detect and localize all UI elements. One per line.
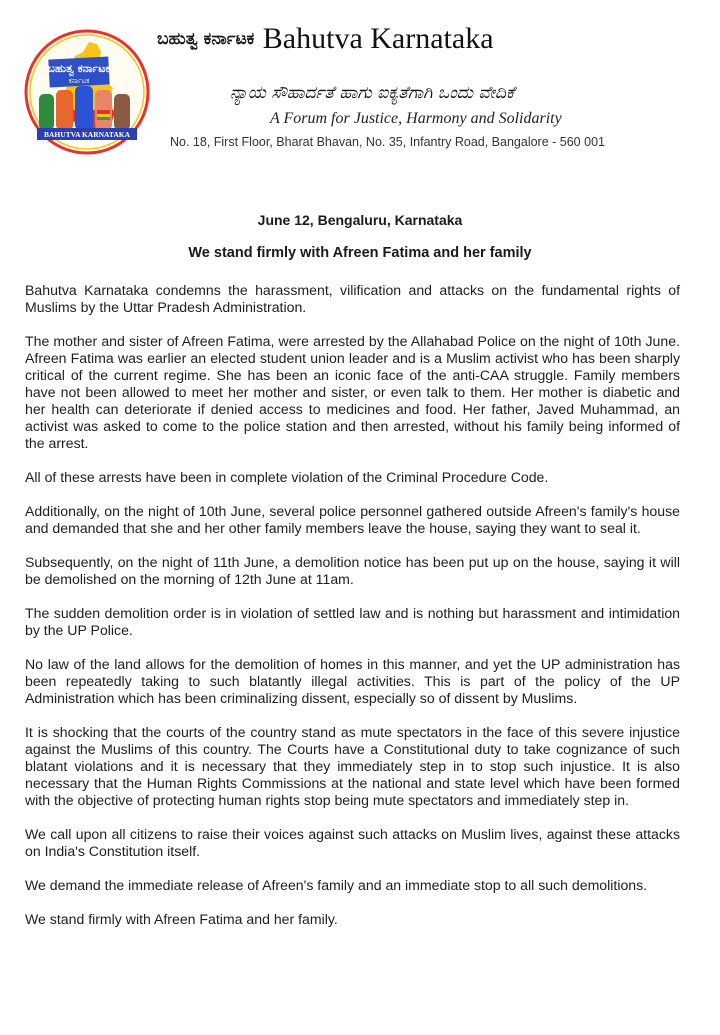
svg-text:ಬಹುತ್ವ ಕರ್ನಾಟಕ: ಬಹುತ್ವ ಕರ್ನಾಟಕ bbox=[47, 62, 111, 75]
paragraph: The mother and sister of Afreen Fatima, were arrested by the Allahabad Police on the night of 10th June. Afreen Fatima was earlier an elected student union leader and is a Muslim activist who has been sharply critical of the current regime. She has been an iconic face of the anti-CAA struggle. Family members have not been allowed to meet her mother and sister, or even talk to them. Her mother is diabetic and her health can deteriorate if denied access to medicines and food. Her father, Javed Muhammad, an activist was asked to come to the police station and then arrested, without his family being informed of the arrest. bbox=[25, 333, 680, 451]
paragraph: We stand firmly with Afreen Fatima and her family. bbox=[25, 911, 338, 927]
tagline: A Forum for Justice, Harmony and Solidarity bbox=[270, 110, 562, 127]
paragraph: We call upon all citizens to raise their voices against such attacks on Muslim lives, against these attacks on India's Constitution itself. bbox=[25, 826, 680, 859]
paragraph: It is shocking that the courts of the country stand as mute spectators in the face of this severe injustice against the Muslims of this country. The Courts have a Constitutional duty to take cognizance of such blatant violations and it is necessary that they immediately step in to stop such injustice. It is also necessary that the Human Rights Commissions at the national and state level which have been formed with the objective of protecting human rights stop being mute spectators and immediately step in. bbox=[25, 724, 680, 808]
svg-text:BAHUTVA KARNATAKA: BAHUTVA KARNATAKA bbox=[43, 130, 131, 139]
document-title: We stand firmly with Afreen Fatima and her family bbox=[188, 245, 532, 261]
paragraph: Subsequently, on the night of 11th June, a demolition notice has been put up on the house, saying it will be demolished on the morning of 12th June at 11am. bbox=[25, 554, 680, 587]
org-name-kannada: ಬಹುತ್ವ ಕರ್ನಾಟಕ bbox=[157, 29, 255, 49]
organization-logo bbox=[23, 28, 151, 156]
dateline: June 12, Bengaluru, Karnataka bbox=[257, 212, 463, 228]
bahutva-karnataka-logo-icon bbox=[23, 28, 151, 156]
address: No. 18, First Floor, Bharat Bhavan, No. 35, Infantry Road, Bangalore - 560 001 bbox=[170, 135, 605, 149]
org-name: Bahutva Karnataka bbox=[262, 22, 494, 55]
paragraph: No law of the land allows for the demolition of homes in this manner, and yet the UP administration has been repeatedly taking to such blatantly illegal activities. This is part of the policy of the UP Administration which has been criminalizing dissent, especially so of dissent by Muslims. bbox=[25, 656, 680, 706]
paragraph: All of these arrests have been in complete violation of the Criminal Procedure Code. bbox=[25, 469, 549, 485]
paragraph: Additionally, on the night of 10th June, several police personnel gathered outside Afreen's family's house and demanded that she and her other family members leave the house, saying they want to seal it. bbox=[25, 503, 680, 536]
paragraph: Bahutva Karnataka condemns the harassment, vilification and attacks on the fundamental rights of Muslims by the Uttar Pradesh Administration. bbox=[25, 282, 680, 315]
document-body bbox=[25, 282, 680, 945]
svg-text:ಕರ್ನಾಟಕ: ಕರ್ನಾಟಕ bbox=[68, 77, 90, 85]
letterhead-title bbox=[157, 22, 494, 56]
paragraph: We demand the immediate release of Afreen's family and an immediate stop to all such demolitions. bbox=[25, 877, 648, 893]
paragraph: The sudden demolition order is in violation of settled law and is nothing but harassment and intimidation by the UP Police. bbox=[25, 605, 680, 638]
tagline-kannada: ನ್ಯಾಯ ಸೌಹಾರ್ದತೆ ಹಾಗು ಐಕ್ಯತೆಗಾಗಿ ಒಂದು ವೇದಿಕೆ bbox=[230, 83, 515, 103]
